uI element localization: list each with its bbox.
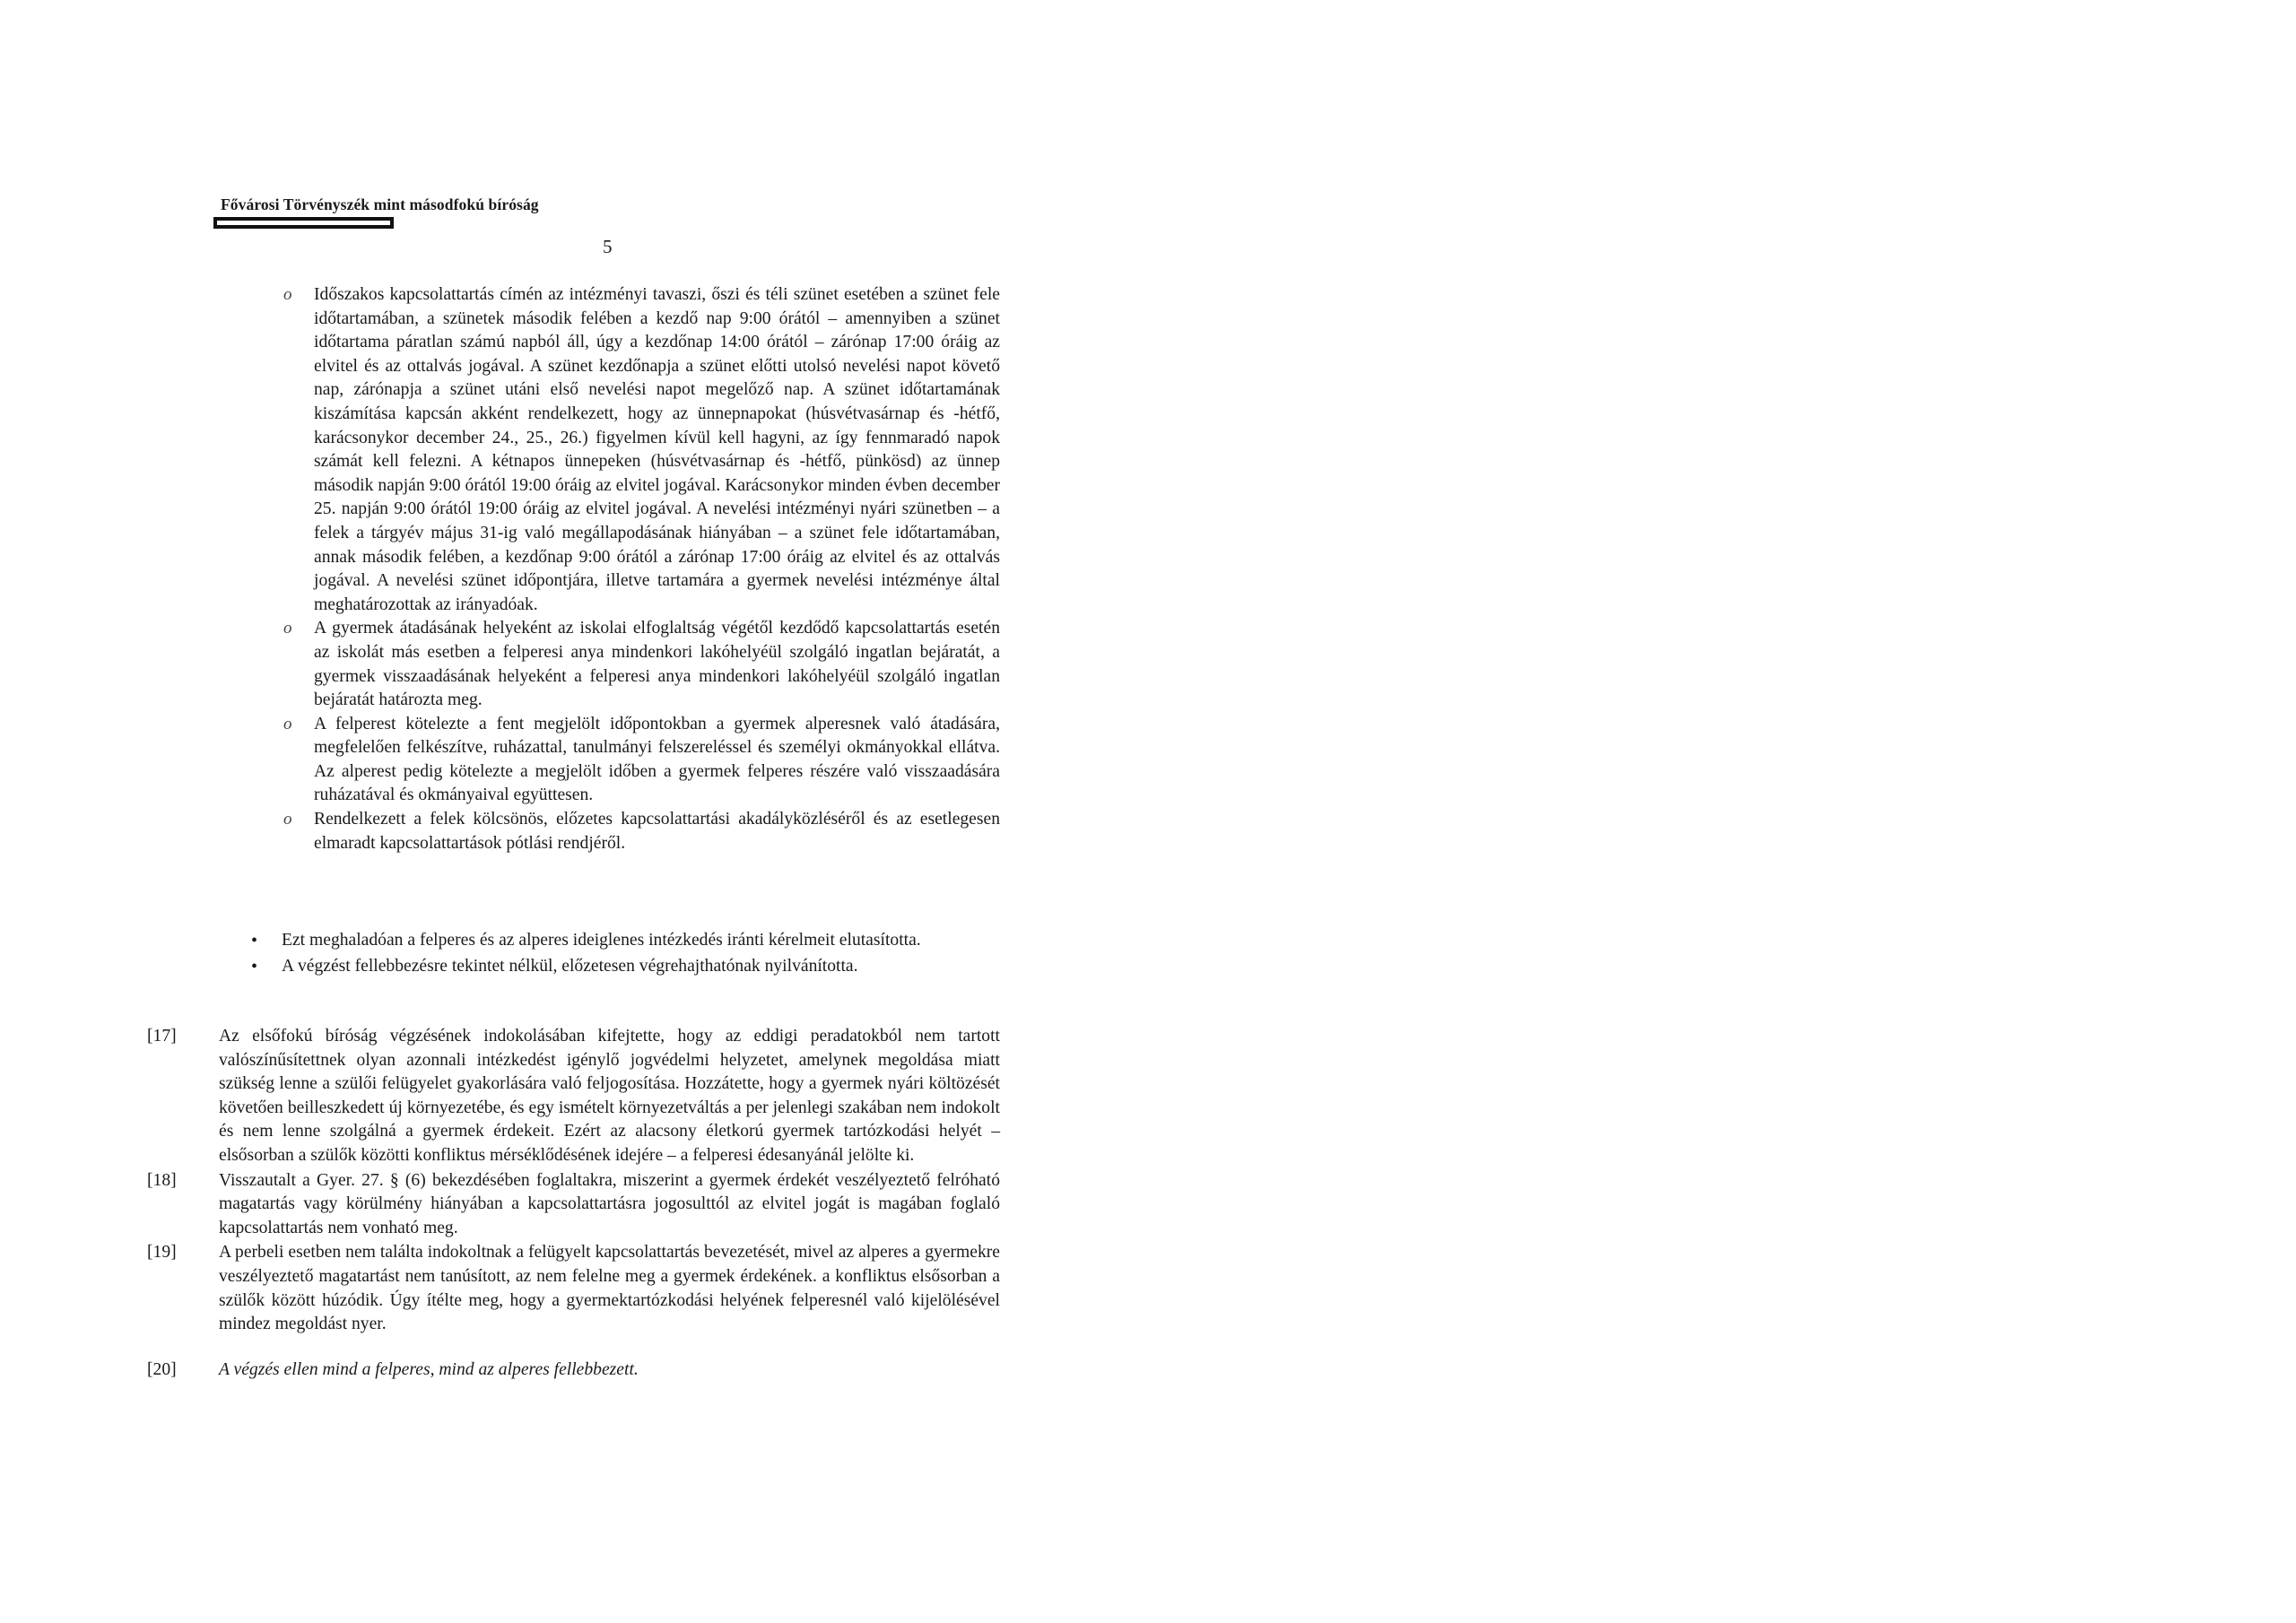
paragraph-text: Visszautalt a Gyer. 27. § (6) bekezdésében foglaltakra, miszerint a gyermek érdekét veszélyeztető felróható magatartás vagy körülmény hiányában a kapcsolattartásra jogosulttól az elvitel jogát is magában foglaló kapcsolattartás nem vonható meg. xyxy=(219,1170,1000,1237)
paragraph-number: [17] xyxy=(147,1027,177,1046)
numbered-paragraphs xyxy=(147,1025,1000,1383)
list-item xyxy=(283,713,1000,808)
court-header: Fővárosi Törvényszék mint másodfokú bíróság xyxy=(221,195,539,213)
bullet-icon: • xyxy=(251,931,258,950)
circle-bullet-icon: o xyxy=(283,810,292,829)
page-number: 5 xyxy=(603,236,613,257)
list-item-text: A végzést fellebbezésre tekintet nélkül, előzetesen végrehajthatónak nyilvánította. xyxy=(282,956,858,976)
paragraph xyxy=(147,1241,1000,1336)
paragraph-number: [19] xyxy=(147,1243,177,1263)
list-item-text: A gyermek átadásának helyeként az iskolai elfoglaltság végétől kezdődő kapcsolattartás esetén az iskolát más esetben a felperesi anya mindenkori lakóhelyéül szolgáló ingatlan bejáratát, a gyermek visszaadásának helyeként a felperesi anya mindenkori lakóhelyéül szolgáló ingatlan bejáratát határozta meg. xyxy=(314,619,1000,710)
paragraph-number: [18] xyxy=(147,1170,177,1190)
paragraph-text: Az elsőfokú bíróság végzésének indokolásában kifejtette, hogy az eddigi peradatokból nem tartott valószínűsítettnek olyan azonnali intézkedést igénylő jogvédelmi helyzetet, amelynek megoldása miatt szükség lenne a szülői felügyelet gyakorlására való feljogosítása. Hozzátette, hogy a gyermek nyári költözését követően beilleszkedett új környezetébe, és egy ismételt környezetváltás a per jelenlegi szakában nem indokolt és nem lenne szolgálná a gyermek érdekeit. Ezért az alacsony életkorú gyermek tartózkodási helyét – elsősorban a szülők közötti konfliktus mérséklődésének idejére – a felperesi édesanyánál jelölte ki. xyxy=(219,1027,1000,1165)
circle-bullet-icon: o xyxy=(283,619,292,638)
bullet-icon: • xyxy=(251,956,258,976)
list-item xyxy=(283,283,1000,617)
paragraph-number: [20] xyxy=(147,1359,177,1379)
paragraph xyxy=(147,1169,1000,1241)
list-item-text: A felperest kötelezte a fent megjelölt időpontokban a gyermek alperesnek való átadására, megfelelően felkészítve, ruházattal, tanulmányi felszereléssel és személyi okmányokkal ellátva. Az alperest pedig kötelezte a megjelölt időben a gyermek felperes részére való visszaadására ruházatával és okmányaival együttesen. xyxy=(314,714,1000,805)
list-item-text: Ezt meghaladóan a felperes és az alperes ideiglenes intézkedés iránti kérelmeit elutasította. xyxy=(282,931,921,950)
paragraph-text: A végzés ellen mind a felperes, mind az alperes fellebbezett. xyxy=(219,1359,639,1379)
list-item xyxy=(283,617,1000,712)
list-item xyxy=(251,955,1000,979)
paragraph xyxy=(147,1358,1000,1383)
sub-item-list xyxy=(283,283,1000,855)
list-item xyxy=(283,808,1000,855)
bullet-list xyxy=(251,929,1000,980)
list-item-text: Rendelkezett a felek kölcsönös, előzetes kapcsolattartási akadályközléséről és az esetlegesen elmaradt kapcsolattartások pótlási rendjéről. xyxy=(314,810,1000,853)
circle-bullet-icon: o xyxy=(283,714,292,733)
paragraph-text: A perbeli esetben nem találta indokoltnak a felügyelt kapcsolattartás bevezetését, mivel az alperes a gyermekre veszélyeztető magatartást nem tanúsított, az nem felelne meg a gyermek érdekének. a konfliktus elsősorban a szülők között húzódik. Úgy ítélte meg, hogy a gyermektartózkodási helyének felperesnél való kijelölésével mindez megoldást nyer. xyxy=(219,1243,1000,1334)
list-item-text: Időszakos kapcsolattartás címén az intézményi tavaszi, őszi és téli szünet esetében a szünet fele időtartamában, a szünetek második felében a kezdő nap 9:00 órától – amennyiben a szünet időtartama páratlan számú napból áll, úgy a kezdőnap 14:00 órától – zárónap 17:00 óráig az elvitel és az ottalvás jogával. A szünet kezdőnapja a szünet előtti utolsó nevelési napot követő nap, zárónapja a szünet utáni első nevelési napot megelőző nap. A szünet időtartamának kiszámítása kapcsán akként rendelkezett, hogy az ünnepnapokat (húsvétvasárnap és -hétfő, karácsonykor december 24., 25., 26.) figyelmen kívül kell hagyni, az így fennmaradó napok számát kell felezni. A kétnapos ünnepeken (húsvétvasárnap és -hétfő, pünkösd) az ünnep második napján 9:00 órától 19:00 óráig az elvitel jogával. Karácsonykor minden évben december 25. napján 9:00 órától 19:00 óráig az elvitel jogával. A nevelési intézményi nyári szünetben – a felek a tárgyév május 31-ig való megállapodásának hiányában – a szünet fele időtartamában, annak második felében, a kezdőnap 9:00 órától a zárónap 17:00 óráig az elvitel és az ottalvás jogával. A nevelési szünet időpontjára, illetve tartamára a gyermek nevelési intézménye által meghatározottak az irányadóak. xyxy=(314,285,1000,614)
paragraph xyxy=(147,1025,1000,1168)
circle-bullet-icon: o xyxy=(283,285,292,304)
redaction-box xyxy=(213,217,394,229)
list-item xyxy=(251,929,1000,953)
